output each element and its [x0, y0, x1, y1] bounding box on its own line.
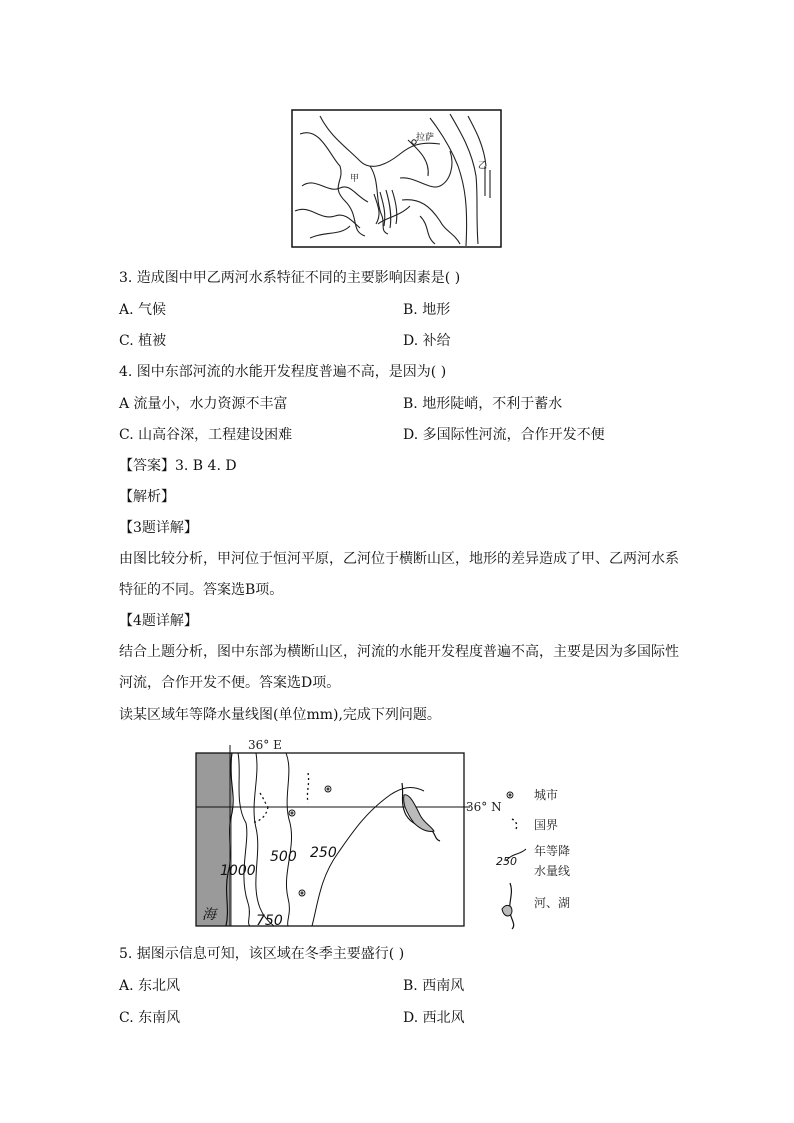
question-4-option-a: A 流量小，水力资源不丰富: [119, 396, 288, 412]
legend-isohyet-value: 250: [496, 855, 517, 868]
detail-3-title: 【3题详解】: [119, 520, 198, 536]
question-5-option-a: A. 东北风: [119, 978, 181, 994]
latitude-label: 36° N: [466, 800, 502, 814]
question-3-stem: 3. 造成图中甲乙两河水系特征不同的主要影响因素是( ): [119, 270, 461, 286]
sea-label: 海: [202, 907, 216, 923]
question-3-option-d: D. 补给: [403, 333, 451, 349]
question-3-option-a: A. 气候: [119, 302, 167, 318]
legend-isohyet-line-2: 水量线: [534, 864, 571, 878]
legend-border-label: 国界: [534, 818, 559, 832]
detail-3-line-2: 特征的不同。答案选B项。: [119, 582, 284, 598]
answer-line: 【答案】3. B 4. D: [119, 458, 237, 474]
label-yi: 乙: [478, 161, 488, 171]
question-4-option-b: B. 地形陡峭，不利于蓄水: [403, 396, 563, 412]
question-5-stem: 5. 据图示信息可知，该区域在冬季主要盛行( ): [119, 946, 405, 962]
longitude-label: 36° E: [248, 738, 282, 752]
detail-4-title: 【4题详解】: [119, 613, 198, 629]
map-legend: [496, 788, 570, 929]
isohyet-250-label: 250: [310, 845, 337, 861]
detail-4-line-2: 河流，合作开发不便。答案选D项。: [119, 675, 341, 691]
detail-4-line-1: 结合上题分析，图中东部为横断山区，河流的水能开发程度普遍不高，主要是因为多国际性: [119, 644, 679, 660]
question-3-option-c: C. 植被: [119, 333, 167, 349]
isohyet-750-label: 750: [256, 913, 283, 929]
border-legend-icon: [512, 819, 517, 829]
isohyet-500-label: 500: [270, 849, 297, 865]
question-3-option-b: B. 地形: [403, 302, 451, 318]
question-4-option-d: D. 多国际性河流，合作开发不便: [403, 427, 605, 443]
legend-city-label: 城市: [534, 788, 559, 802]
legend-river-lake-label: 河、湖: [534, 896, 571, 910]
question-4-stem: 4. 图中东部河流的水能开发程度普遍不高，是因为( ): [119, 364, 447, 380]
isohyet-map-figure: [190, 733, 590, 933]
label-lhasa: 拉萨: [416, 133, 435, 143]
question-5-option-c: C. 东南风: [119, 1010, 181, 1026]
question-5-option-b: B. 西南风: [403, 978, 465, 994]
label-jia: 甲: [350, 174, 360, 184]
question-4-option-c: C. 山高谷深，工程建设困难: [119, 427, 293, 443]
river-map-figure: [290, 106, 504, 252]
lake-legend-icon: [502, 905, 512, 916]
question-5-option-d: D. 西北风: [403, 1010, 465, 1026]
intro-paragraph: 读某区域年等降水量线图(单位mm),完成下列问题。: [119, 707, 441, 723]
analysis-heading: 【解析】: [119, 489, 175, 505]
legend-isohyet-line-1: 年等降: [534, 844, 571, 858]
isohyet-1000-label: 1000: [220, 863, 256, 879]
detail-3-line-1: 由图比较分析，甲河位于恒河平原，乙河位于横断山区，地形的差异造成了甲、乙两河水系: [119, 551, 679, 567]
